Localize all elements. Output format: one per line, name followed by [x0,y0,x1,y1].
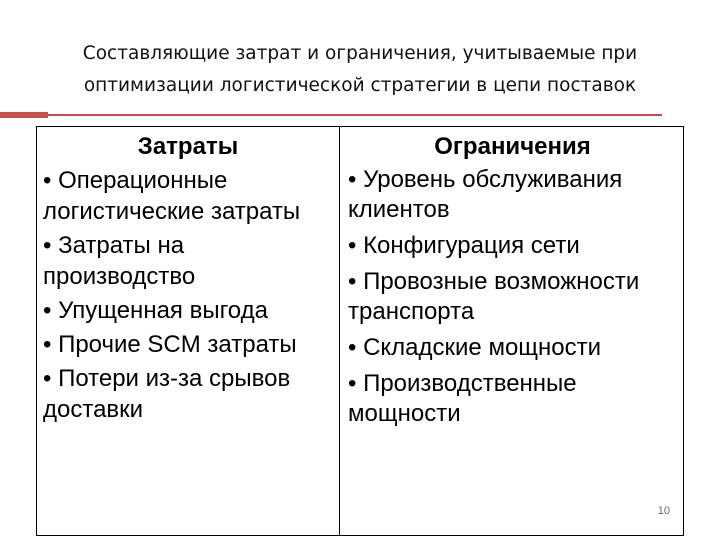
constraint-item: • Конфигурация сети [348,232,580,259]
cost-item: • Потери из-за срывов доставки [43,365,291,423]
cost-item: • Затраты на производство [43,232,196,290]
constraint-item: • Уровень обслуживания клиентов [348,166,623,223]
cost-item: • Операционные логистические затраты [43,167,301,225]
accent-rule-thin [48,114,662,116]
slide-title-line-1: Составляющие затрат и ограничения, учитываемые при [82,43,638,64]
slide-title-line-2: оптимизации логистической стратегии в цепи поставок [83,75,637,96]
constraint-item: • Складские мощности [348,334,602,361]
constraint-item: • Производственные мощности [348,370,577,427]
accent-rule [0,112,662,118]
constraint-item: • Провозные возможности транспорта [348,268,640,325]
constraints-header: Ограничения [434,133,591,160]
slide-title [40,38,680,102]
page-number: 10 [657,505,670,517]
costs-constraints-table [36,126,684,536]
cost-item: • Упущенная выгода [43,297,268,324]
costs-column [37,127,340,535]
costs-header: Затраты [137,133,239,160]
cost-item: • Прочие SCM затраты [43,331,297,358]
constraints-column [340,127,683,535]
accent-rule-thick [0,112,48,118]
